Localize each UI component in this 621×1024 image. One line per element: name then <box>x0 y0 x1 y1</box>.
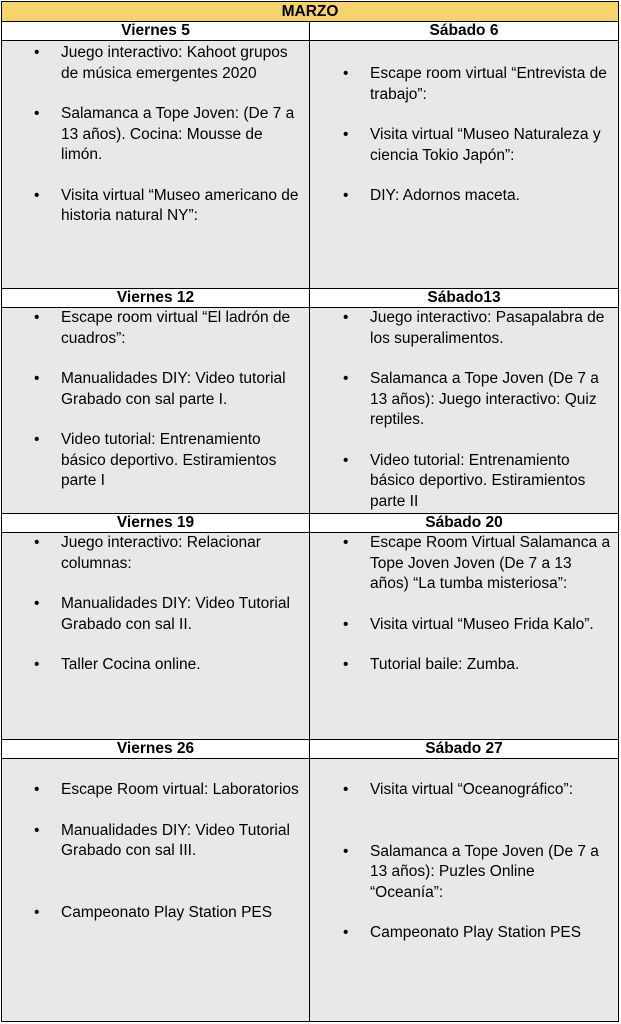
friday-activities <box>2 759 310 1022</box>
activity-item: • Visita virtual “Museo Frida Kalo”. <box>310 615 618 636</box>
friday-activities <box>2 533 310 740</box>
saturday-activities <box>310 533 619 740</box>
day-title-saturday: Sábado13 <box>310 289 619 308</box>
activity-item: • DIY: Adornos maceta. <box>310 186 618 207</box>
day-title-friday: Viernes 19 <box>2 514 310 533</box>
activity-item: • Juego interactivo: Pasapalabra de los superalimentos. <box>310 308 618 349</box>
activity-item: • Visita virtual “Oceanográfico”: <box>310 780 618 801</box>
activity-item: • Salamanca a Tope Joven (De 7 a 13 años): Juego interactivo: Quiz reptiles. <box>310 369 618 431</box>
activity-item: • Juego interactivo: Kahoot grupos de música emergentes 2020 <box>2 43 309 84</box>
activity-item: • Manualidades DIY: Video Tutorial Grabado con sal II. <box>2 594 309 635</box>
activity-item: • Escape Room Virtual Salamanca a Tope Joven Joven (De 7 a 13 años) “La tumba misteriosa”: <box>310 533 618 595</box>
activity-item: • Juego interactivo: Relacionar columnas: <box>2 533 309 574</box>
day-header-row <box>2 22 619 41</box>
activity-item: • Escape room virtual “Entrevista de trabajo”: <box>310 64 618 105</box>
saturday-activities <box>310 41 619 289</box>
month-header-row <box>2 2 619 22</box>
activity-list <box>310 308 618 512</box>
saturday-activities <box>310 759 619 1022</box>
activity-list <box>310 533 618 676</box>
activity-list <box>2 308 309 492</box>
activity-item: • Campeonato Play Station PES <box>310 923 618 944</box>
day-title-friday: Viernes 12 <box>2 289 310 308</box>
day-title-saturday: Sábado 6 <box>310 22 619 41</box>
activity-item: • Video tutorial: Entrenamiento básico deportivo. Estiramientos parte II <box>310 451 618 513</box>
friday-activities <box>2 41 310 289</box>
activity-list <box>310 780 618 944</box>
activity-item: • Manualidades DIY: Video Tutorial Grabado con sal III. <box>2 821 309 862</box>
activity-item: • Escape room virtual “El ladrón de cuadros”: <box>2 308 309 349</box>
day-title-friday: Viernes 5 <box>2 22 310 41</box>
activity-item: • Manualidades DIY: Video tutorial Grabado con sal parte I. <box>2 369 309 410</box>
activity-list <box>310 64 618 207</box>
day-title-friday: Viernes 26 <box>2 740 310 759</box>
activity-item: • Visita virtual “Museo Naturaleza y ciencia Tokio Japón”: <box>310 125 618 166</box>
activity-item: • Salamanca a Tope Joven (De 7 a 13 años): Puzles Online “Oceanía”: <box>310 842 618 904</box>
day-header-row <box>2 289 619 308</box>
activity-item: • Campeonato Play Station PES <box>2 903 309 924</box>
monthly-activity-table <box>1 1 619 1022</box>
activities-row <box>2 533 619 740</box>
activity-item: • Video tutorial: Entrenamiento básico deportivo. Estiramientos parte I <box>2 430 309 492</box>
day-header-row <box>2 740 619 759</box>
activities-row <box>2 41 619 289</box>
activity-item: • Visita virtual “Museo americano de historia natural NY”: <box>2 186 309 227</box>
activity-item: • Tutorial baile: Zumba. <box>310 655 618 676</box>
activity-item: • Salamanca a Tope Joven: (De 7 a 13 años). Cocina: Mousse de limón. <box>2 104 309 166</box>
activity-item: • Taller Cocina online. <box>2 655 309 676</box>
activity-list <box>2 533 309 676</box>
activities-row <box>2 759 619 1022</box>
activity-item: • Escape Room virtual: Laboratorios <box>2 780 309 801</box>
month-title: MARZO <box>2 2 619 22</box>
day-title-saturday: Sábado 20 <box>310 514 619 533</box>
activity-list <box>2 43 309 227</box>
activity-list <box>2 780 309 923</box>
activities-row <box>2 308 619 514</box>
day-title-saturday: Sábado 27 <box>310 740 619 759</box>
friday-activities <box>2 308 310 514</box>
day-header-row <box>2 514 619 533</box>
saturday-activities <box>310 308 619 514</box>
